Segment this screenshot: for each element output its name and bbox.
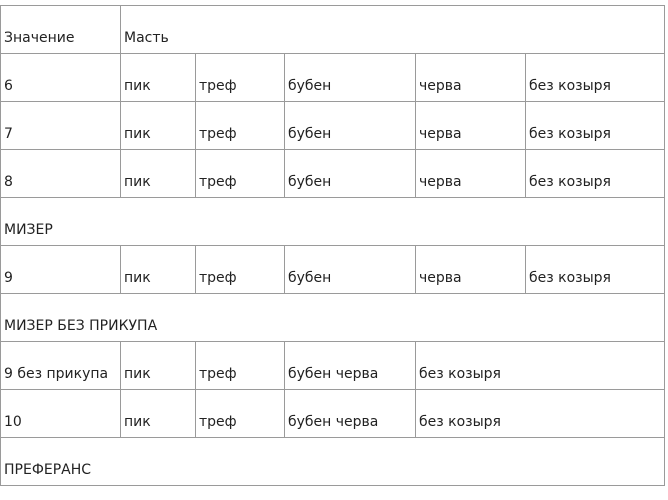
suit-label: пик [124, 78, 151, 94]
suit-label: пик [124, 414, 151, 430]
miser-row [1, 198, 665, 246]
suit-label: бубен [288, 78, 332, 94]
suit-cell [285, 54, 416, 102]
bidding-table [0, 5, 665, 486]
suit-cell [285, 390, 416, 438]
suit-label: без козыря [529, 126, 611, 142]
suit-cell [416, 342, 665, 390]
suit-label: пик [124, 270, 151, 286]
suit-label: треф [199, 174, 237, 190]
suit-label: без козыря [529, 270, 611, 286]
value-label: 10 [4, 414, 22, 430]
table-row [1, 342, 665, 390]
value-cell [1, 150, 121, 198]
header-suit-cell [121, 6, 665, 54]
value-cell [1, 102, 121, 150]
suit-label: треф [199, 126, 237, 142]
suit-label: бубен [288, 126, 332, 142]
table-row [1, 246, 665, 294]
header-suit-label: Масть [124, 30, 169, 46]
header-row [1, 6, 665, 54]
preference-label: ПРЕФЕРАНС [4, 462, 92, 478]
suit-label: черва [419, 270, 462, 286]
suit-cell [416, 246, 526, 294]
suit-label: пик [124, 126, 151, 142]
value-cell [1, 54, 121, 102]
suit-label: треф [199, 270, 237, 286]
suit-cell [196, 102, 285, 150]
suit-label: черва [419, 78, 462, 94]
suit-label: черва [419, 126, 462, 142]
table-row [1, 390, 665, 438]
preference-cell [1, 438, 665, 486]
suit-cell [416, 150, 526, 198]
value-label: 7 [4, 126, 13, 142]
miser-no-talon-label: МИЗЕР БЕЗ ПРИКУПА [4, 318, 158, 334]
suit-label: пик [124, 174, 151, 190]
suit-label: бубен [288, 174, 332, 190]
suit-label: треф [199, 414, 237, 430]
suit-cell [416, 102, 526, 150]
suit-label: бубен [288, 270, 332, 286]
suit-label: без козыря [529, 174, 611, 190]
suit-label: черва [419, 174, 462, 190]
suit-cell [196, 342, 285, 390]
suit-cell [416, 54, 526, 102]
suit-cell [121, 390, 196, 438]
table-row [1, 150, 665, 198]
value-label: 9 без прикупа [4, 366, 109, 382]
preference-row [1, 438, 665, 486]
suit-cell [285, 102, 416, 150]
value-label: 8 [4, 174, 13, 190]
miser-no-talon-cell [1, 294, 665, 342]
miser-no-talon-row [1, 294, 665, 342]
value-cell [1, 342, 121, 390]
suit-cell [285, 246, 416, 294]
suit-cell [121, 246, 196, 294]
suit-cell [285, 150, 416, 198]
suit-cell [416, 390, 665, 438]
suit-cell [526, 54, 665, 102]
value-cell [1, 390, 121, 438]
suit-cell [121, 342, 196, 390]
suit-label: треф [199, 366, 237, 382]
suit-cell [526, 246, 665, 294]
miser-cell [1, 198, 665, 246]
table-row [1, 54, 665, 102]
suit-label: бубен черва [288, 366, 379, 382]
suit-label: без козыря [529, 78, 611, 94]
table-row [1, 102, 665, 150]
suit-cell [196, 246, 285, 294]
suit-cell [196, 150, 285, 198]
suit-label: бубен черва [288, 414, 379, 430]
suit-label: пик [124, 366, 151, 382]
suit-cell [196, 390, 285, 438]
header-value-cell [1, 6, 121, 54]
suit-cell [121, 150, 196, 198]
suit-cell [196, 54, 285, 102]
suit-cell [285, 342, 416, 390]
miser-label: МИЗЕР [4, 222, 53, 238]
suit-cell [121, 102, 196, 150]
suit-label: без козыря [419, 414, 501, 430]
value-label: 9 [4, 270, 13, 286]
suit-label: треф [199, 78, 237, 94]
suit-label: без козыря [419, 366, 501, 382]
value-label: 6 [4, 78, 13, 94]
value-cell [1, 246, 121, 294]
suit-cell [526, 150, 665, 198]
suit-cell [121, 54, 196, 102]
suit-cell [526, 102, 665, 150]
header-value-label: Значение [4, 30, 75, 46]
